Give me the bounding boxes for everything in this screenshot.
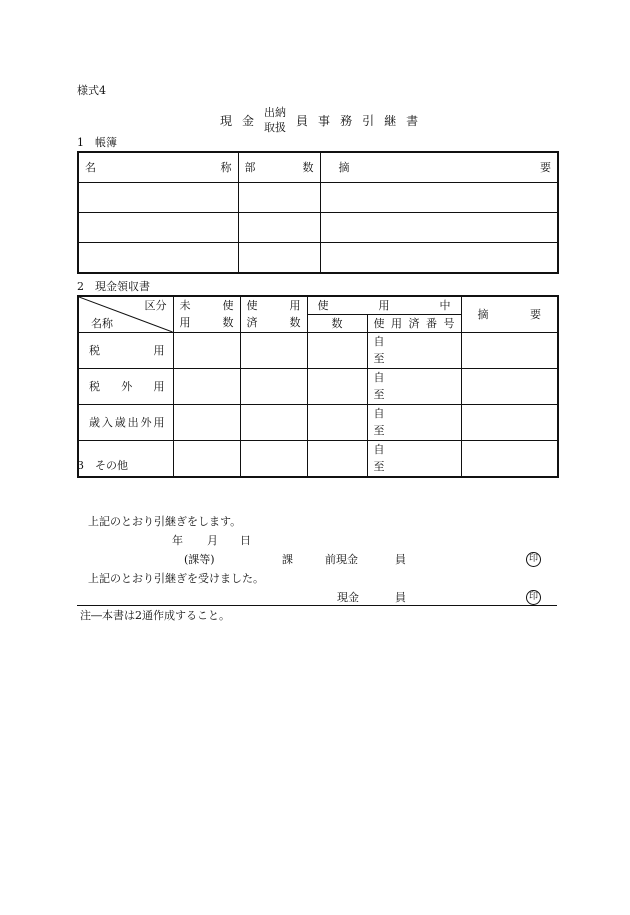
prev-cash-label: 前現金 bbox=[325, 553, 358, 566]
row-label: 歳 入 歳 出 外 用 bbox=[78, 405, 173, 441]
title-char: 現 bbox=[220, 113, 233, 128]
note: 注―本書は2通作成すること。 bbox=[80, 609, 230, 622]
date-year-label: 年 bbox=[172, 534, 183, 547]
table-cell[interactable] bbox=[238, 243, 320, 274]
handover-statement: 上記のとおり引継ぎをします。 bbox=[88, 515, 242, 528]
table-cell[interactable] bbox=[238, 183, 320, 213]
seal-icon: 印 bbox=[526, 552, 541, 567]
ledger-table bbox=[77, 151, 559, 274]
receipt-header-row-1 bbox=[78, 296, 558, 315]
header-remarks-2: 摘 要 bbox=[461, 296, 558, 333]
title-char: 引 bbox=[362, 113, 375, 128]
serial-range-cell[interactable]: 自 至 bbox=[367, 333, 461, 369]
row-label: 税 用 bbox=[78, 333, 173, 369]
table-row bbox=[78, 243, 558, 274]
header-copies: 部 数 bbox=[238, 152, 320, 183]
table-cell[interactable] bbox=[307, 369, 367, 405]
header-in-use-count: 数 bbox=[307, 315, 367, 333]
table-row bbox=[78, 369, 558, 405]
seal-icon: 印 bbox=[526, 590, 541, 605]
title-char: 事 bbox=[318, 113, 331, 128]
table-row bbox=[78, 405, 558, 441]
title-char: 務 bbox=[340, 113, 353, 128]
seal-wrap bbox=[526, 552, 541, 567]
serial-range-cell[interactable]: 自 至 bbox=[367, 369, 461, 405]
dept-label: (課等) bbox=[184, 553, 215, 566]
ledger-header-row bbox=[78, 152, 558, 183]
table-cell[interactable] bbox=[240, 333, 307, 369]
divider bbox=[77, 605, 557, 606]
title-char: 書 bbox=[406, 113, 419, 128]
serial-range-cell[interactable]: 自 至 bbox=[367, 405, 461, 441]
header-name: 名 称 bbox=[78, 152, 238, 183]
cash-label: 現金 bbox=[337, 591, 359, 604]
row-label: 税 外 用 bbox=[78, 369, 173, 405]
table-cell[interactable] bbox=[78, 183, 238, 213]
seal-wrap-2 bbox=[526, 590, 541, 605]
table-cell[interactable] bbox=[307, 441, 367, 478]
section1-heading: 1 帳簿 bbox=[77, 136, 117, 149]
table-row bbox=[78, 213, 558, 243]
title-stack-bottom: 取扱 bbox=[264, 120, 287, 134]
table-cell[interactable] bbox=[307, 405, 367, 441]
title-stack-top: 出納 bbox=[264, 106, 287, 119]
diag-top-label: 区分 bbox=[144, 299, 167, 312]
section2-heading: 2 現金領収書 bbox=[77, 280, 150, 293]
document-title bbox=[220, 106, 418, 136]
table-cell[interactable] bbox=[240, 369, 307, 405]
table-cell[interactable] bbox=[461, 405, 558, 441]
table-cell[interactable] bbox=[461, 369, 558, 405]
table-row bbox=[78, 183, 558, 213]
table-cell[interactable] bbox=[78, 243, 238, 274]
section3-heading: 3 その他 bbox=[77, 459, 128, 472]
table-cell[interactable] bbox=[173, 441, 240, 478]
header-unused: 未 使 用 数 bbox=[173, 296, 240, 333]
table-cell[interactable] bbox=[320, 213, 558, 243]
table-cell[interactable] bbox=[307, 333, 367, 369]
diagonal-header-cell bbox=[78, 296, 173, 333]
table-row bbox=[78, 333, 558, 369]
table-cell[interactable] bbox=[173, 369, 240, 405]
header-remarks: 摘 要 bbox=[320, 152, 558, 183]
table-cell[interactable] bbox=[461, 333, 558, 369]
table-cell[interactable] bbox=[240, 441, 307, 478]
title-char: 金 bbox=[242, 113, 255, 128]
receipt-table bbox=[77, 295, 559, 478]
table-cell[interactable] bbox=[320, 243, 558, 274]
table-cell[interactable] bbox=[240, 405, 307, 441]
received-statement: 上記のとおり引継ぎを受けました。 bbox=[88, 572, 264, 585]
form-id: 様式4 bbox=[77, 84, 106, 97]
title-stack bbox=[264, 106, 286, 136]
table-cell[interactable] bbox=[78, 213, 238, 243]
ka-label: 課 bbox=[282, 553, 293, 566]
member-label-2: 員 bbox=[395, 591, 406, 604]
table-cell[interactable] bbox=[320, 183, 558, 213]
title-char: 員 bbox=[296, 113, 309, 128]
header-used: 使 用 済 数 bbox=[240, 296, 307, 333]
table-cell[interactable] bbox=[173, 405, 240, 441]
header-in-use: 使 用 中 bbox=[307, 296, 461, 315]
diag-bottom-label: 名称 bbox=[91, 317, 113, 330]
title-char: 継 bbox=[384, 113, 397, 128]
table-cell[interactable] bbox=[461, 441, 558, 478]
table-cell[interactable] bbox=[173, 333, 240, 369]
serial-range-cell[interactable]: 自 至 bbox=[367, 441, 461, 478]
header-in-use-numbers: 使 用 済 番 号 bbox=[367, 315, 461, 333]
table-row bbox=[78, 441, 558, 478]
date-day-label: 日 bbox=[240, 534, 251, 547]
member-label: 員 bbox=[395, 553, 406, 566]
date-month-label: 月 bbox=[207, 534, 218, 547]
table-cell[interactable] bbox=[238, 213, 320, 243]
